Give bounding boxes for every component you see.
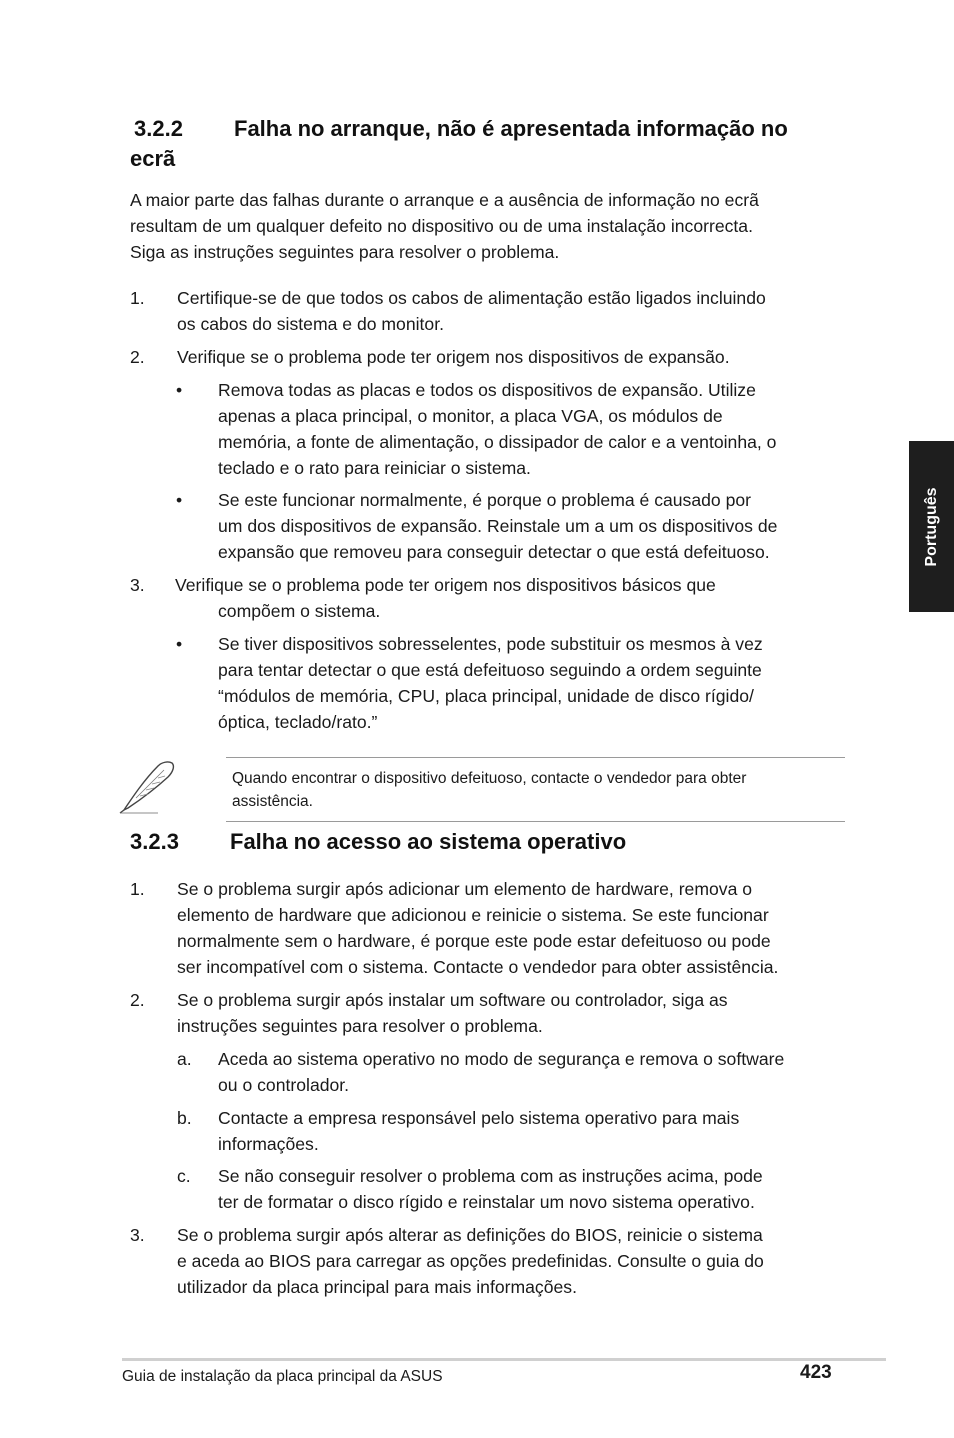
section-322-intro [130,187,860,265]
bullet-line: teclado e o rato para reiniciar o sistema. [218,458,531,478]
list-item-line: normalmente sem o hardware, é porque este pode estar defeituoso ou pode [177,931,771,951]
list-item-line: os cabos do sistema e do monitor. [177,314,444,334]
bullet-line: Se tiver dispositivos sobresselentes, pode substituir os mesmos à vez [218,634,763,654]
sublist-letter: c. [177,1166,191,1186]
sublist-item [218,1046,868,1098]
bullet-item [218,487,858,565]
sublist-line: ou o controlador. [218,1075,350,1095]
bullet-item [218,377,858,481]
bullet-item [218,631,858,735]
footer-text: Guia de instalação da placa principal da ASUS [122,1368,443,1385]
list-number: 1. [130,288,145,308]
list-item [177,344,857,370]
language-tab-label: Português [922,486,940,567]
bullet-marker: • [176,490,183,510]
list-item-line: ser incompatível com o sistema. Contacte o vendedor para obter assistência. [177,957,779,977]
list-item-line: instruções seguintes para resolver o problema. [177,1016,543,1036]
list-item-line: elemento de hardware que adicionou e reinicie o sistema. Se este funcionar [177,905,769,925]
bullet-line: Se este funcionar normalmente, é porque o problema é causado por [218,490,752,510]
bullet-line: Remova todas as placas e todos os dispositivos de expansão. Utilize [218,380,756,400]
note-bottom-divider [226,821,845,822]
bullet-line: óptica, teclado/rato.” [218,712,378,732]
note-line-text: Quando encontrar o dispositivo defeituoso, contacte o vendedor para obter [232,770,747,787]
intro-line: A maior parte das falhas durante o arranque e a ausência de informação no ecrã [130,190,759,210]
intro-line: Siga as instruções seguintes para resolver o problema. [130,242,560,262]
bullet-marker: • [176,380,183,400]
sublist-line: Se não conseguir resolver o problema com as instruções acima, pode [218,1166,763,1186]
list-item-line: Verifique se o problema pode ter origem nos dispositivos de expansão. [177,347,730,367]
sublist-letter: b. [177,1108,192,1128]
section-323-number: 3.2.3 [130,829,179,854]
page-number: 423 [800,1362,832,1383]
note-top-divider [226,757,845,758]
list-number: 2. [130,347,145,367]
list-number: 1. [130,879,145,899]
bullet-line: para tentar detectar o que está defeituoso seguindo a ordem seguinte [218,660,762,680]
list-item-line: Se o problema surgir após adicionar um elemento de hardware, remova o [177,879,753,899]
bullet-line: “módulos de memória, CPU, placa principal, unidade de disco rígido/ [218,686,754,706]
list-number: 2. [130,990,145,1010]
list-item-line: Certifique-se de que todos os cabos de alimentação estão ligados incluindo [177,288,766,308]
sublist-line: Contacte a empresa responsável pelo sistema operativo para mais [218,1108,740,1128]
bullet-line: memória, a fonte de alimentação, o dissipador de calor e a ventoinha, o [218,432,777,452]
section-322-number: 3.2.2 [134,116,183,141]
section-323-title: Falha no acesso ao sistema operativo [230,829,627,854]
list-number: 3. [130,575,145,595]
section-322-title-line2: ecrã [130,146,176,171]
sublist-letter: a. [177,1049,192,1069]
sublist-line: ter de formatar o disco rígido e reinstalar um novo sistema operativo. [218,1192,755,1212]
list-item-line: utilizador da placa principal para mais informações. [177,1277,577,1297]
section-322-heading [134,114,874,144]
list-item-line: Se o problema surgir após alterar as definições do BIOS, reinicie o sistema [177,1225,763,1245]
list-item-line: Verifique se o problema pode ter origem nos dispositivos básicos que [175,575,716,595]
bullet-line: um dos dispositivos de expansão. Reinstale um a um os dispositivos de [218,516,778,536]
footer-divider [122,1358,886,1361]
list-item-line: compõem o sistema. [218,601,381,621]
note-line-text: assistência. [232,793,313,810]
section-322-title-line1: Falha no arranque, não é apresentada informação no [234,116,788,141]
list-item-line: e aceda ao BIOS para carregar as opções predefinidas. Consulte o guia do [177,1251,764,1271]
pencil-note-icon [118,758,178,814]
sublist-item [218,1163,868,1215]
list-item [177,285,857,337]
list-item-line: Se o problema surgir após instalar um software ou controlador, siga as [177,990,728,1010]
list-number: 3. [130,1225,145,1245]
intro-line: resultam de um qualquer defeito no dispositivo ou de uma instalação incorrecta. [130,216,753,236]
list-item [175,572,855,624]
bullet-line: expansão que removeu para conseguir detectar o que está defeituoso. [218,542,770,562]
list-item [177,1222,867,1300]
bullet-marker: • [176,634,183,654]
bullet-line: apenas a placa principal, o monitor, a placa VGA, os módulos de [218,406,723,426]
sublist-item [218,1105,868,1157]
sublist-line: informações. [218,1134,319,1154]
list-item [177,876,867,980]
sublist-line: Aceda ao sistema operativo no modo de segurança e remova o software [218,1049,785,1069]
list-item [177,987,867,1039]
section-323-heading [130,827,870,857]
language-side-tab [909,441,954,612]
note-text [232,767,832,813]
